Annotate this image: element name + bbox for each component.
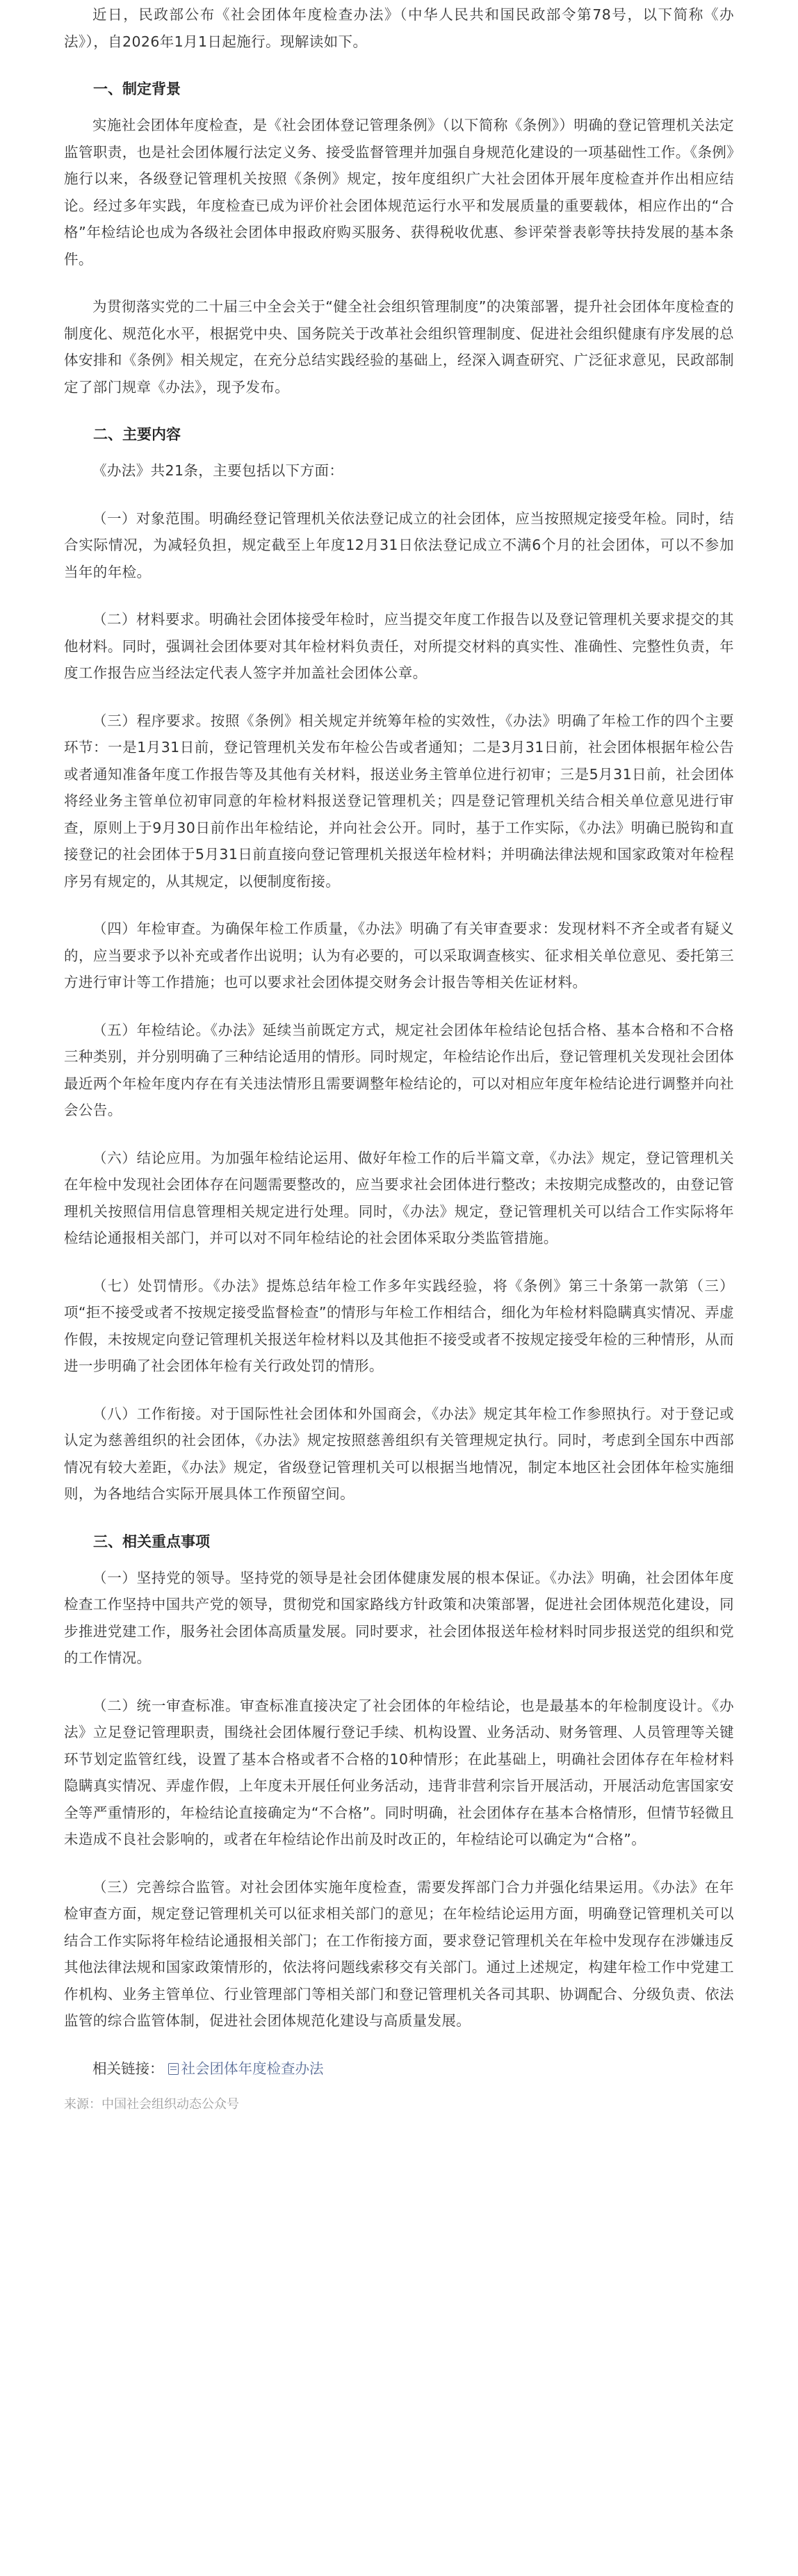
section-key-matters [64, 1529, 734, 2035]
section-heading: 二、主要内容 [93, 426, 181, 443]
paragraph: （六）结论应用。为加强年检结论运用、做好年检工作的后半篇文章，《办法》规定，登记管理机关在年检中发现社会团体存在问题需要整改的，应当要求社会团体进行整改；未按期完成整改的，由登记管理机关按照信用信息管理相关规定进行处理。同时，《办法》规定，登记管理机关可以结合工作实际将年检结论通报相关部门，并可以对不同年检结论的社会团体采取分类监管措施。 [64, 1149, 734, 1246]
paragraph: （七）处罚情形。《办法》提炼总结年检工作多年实践经验，将《条例》第三十条第一款第（三）项“拒不接受或者不按规定接受监督检查”的情形与年检工作相结合，细化为年检材料隐瞒真实情况、弄虚作假，未按规定向登记管理机关报送年检材料以及其他拒不接受或者不按规定接受年检的三种情形，从而进一步明确了社会团体年检有关行政处罚的情形。 [64, 1277, 734, 1374]
paragraph: 《办法》共21条，主要包括以下方面： [92, 462, 344, 479]
section-main-content [64, 421, 734, 1508]
intro-paragraph: 近日，民政部公布《社会团体年度检查办法》（中华人民共和国民政部令第78号，以下简称《办法》），自2026年1月1日起施行。现解读如下。 [64, 6, 734, 50]
document-link-icon[interactable] [168, 2063, 179, 2075]
paragraph: （八）工作衔接。对于国际性社会团体和外国商会，《办法》规定其年检工作参照执行。对于登记或认定为慈善组织的社会团体，《办法》规定按照慈善组织有关管理规定执行。同时，考虑到全国东中西部情况有较大差距，《办法》规定，省级登记管理机关可以根据当地情况，制定本地区社会团体年检实施细则，为各地结合实际开展具体工作预留空间。 [64, 1405, 734, 1502]
related-link[interactable]: 社会团体年度检查办法 [181, 2060, 324, 2077]
paragraph: （一）对象范围。明确经登记管理机关依法登记成立的社会团体，应当按照规定接受年检。同时，结合实际情况，为减轻负担，规定截至上年度12月31日依法登记成立不满6个月的社会团体，可以不参加当年的年检。 [64, 510, 734, 580]
related-label: 相关链接： [92, 2060, 164, 2077]
section-heading: 三、相关重点事项 [93, 1533, 210, 1550]
paragraph: （二）材料要求。明确社会团体接受年检时，应当提交年度工作报告以及登记管理机关要求提交的其他材料。同时，强调社会团体要对其年检材料负责任，对所提交材料的真实性、准确性、完整性负责，年度工作报告应当经法定代表人签字并加盖社会团体公章。 [64, 611, 734, 681]
paragraph: （四）年检审查。为确保年检工作质量，《办法》明确了有关审查要求：发现材料不齐全或者有疑义的，应当要求予以补充或者作出说明；认为有必要的，可以采取调查核实、征求相关单位意见、委托第三方进行审计等工作措施；也可以要求社会团体提交财务会计报告等相关佐证材料。 [64, 920, 734, 991]
paragraph: （一）坚持党的领导。坚持党的领导是社会团体健康发展的根本保证。《办法》明确，社会团体年度检查工作坚持中国共产党的领导，贯彻党和国家路线方针政策和决策部署，促进社会团体规范化建设，同步推进党建工作，服务社会团体高质量发展。同时要求，社会团体报送年检材料时同步报送党的组织和党的工作情况。 [64, 1569, 734, 1666]
paragraph: （二）统一审查标准。审查标准直接决定了社会团体的年检结论，也是最基本的年检制度设计。《办法》立足登记管理职责，围绕社会团体履行登记手续、机构设置、业务活动、财务管理、人员管理等关键环节划定监管红线，设置了基本合格或者不合格的10种情形；在此基础上，明确社会团体存在年检材料隐瞒真实情况、弄虚作假，上年度未开展任何业务活动，违背非营利宗旨开展活动，开展活动危害国家安全等严重情形的，年检结论直接确定为“不合格”。同时明确，社会团体存在基本合格情形，但情节轻微且未造成不良社会影响的，或者在年检结论作出前及时改正的，年检结论可以确定为“合格”。 [64, 1697, 734, 1848]
paragraph: 为贯彻落实党的二十届三中全会关于“健全社会组织管理制度”的决策部署，提升社会团体年度检查的制度化、规范化水平，根据党中央、国务院关于改革社会组织管理制度、促进社会组织健康有序发展的总体安排和《条例》相关规定，在充分总结实践经验的基础上，经深入调查研究、广泛征求意见，民政部制定了部门规章《办法》，现予发布。 [64, 298, 734, 396]
section-heading: 一、制定背景 [93, 81, 181, 97]
section-background [64, 76, 734, 400]
paragraph: 实施社会团体年度检查，是《社会团体登记管理条例》（以下简称《条例》）明确的登记管理机关法定监管职责，也是社会团体履行法定义务、接受监督管理并加强自身规范化建设的一项基础性工作。《条例》施行以来，各级登记管理机关按照《条例》规定，按年度组织广大社会团体开展年度检查并作出相应结论。经过多年实践，年度检查已成为评价社会团体规范运行水平和发展质量的重要载体，相应作出的“合格”年检结论也成为各级社会团体申报政府购买服务、获得税收优惠、参评荣誉表彰等扶持发展的基本条件。 [64, 117, 734, 268]
paragraph: （五）年检结论。《办法》延续当前既定方式，规定社会团体年检结论包括合格、基本合格和不合格三种类别，并分别明确了三种结论适用的情形。同时规定，年检结论作出后，登记管理机关发现社会团体最近两个年检年度内存在有关违法情形且需要调整年检结论的，可以对相应年度年检结论进行调整并向社会公告。 [64, 1021, 734, 1118]
paragraph: （三）程序要求。按照《条例》相关规定并统筹年检的实效性，《办法》明确了年检工作的四个主要环节：一是1月31日前，登记管理机关发布年检公告或者通知；二是3月31日前，社会团体根据年检公告或者通知准备年度工作报告等及其他有关材料，报送业务主管单位进行初审；三是5月31日前，社会团体将经业务主管单位初审同意的年检材料报送登记管理机关；四是登记管理机关结合相关单位意见进行审查，原则上于9月30日前作出年检结论，并向社会公开。同时，基于工作实际，《办法》明确已脱钩和直接登记的社会团体于5月31日前直接向登记管理机关报送年检材料；并明确法律法规和国家政策对年检程序另有规定的，从其规定，以便制度衔接。 [64, 712, 734, 890]
source-attribution: 来源：中国社会组织动态公众号 [64, 2096, 239, 2112]
related-links [64, 2055, 734, 2082]
paragraph: （三）完善综合监管。对社会团体实施年度检查，需要发挥部门合力并强化结果运用。《办法》在年检审查方面，规定登记管理机关可以征求相关部门的意见；在年检结论运用方面，明确登记管理机关可以结合工作实际将年检结论通报相关部门；在工作衔接方面，要求登记管理机关在年检中发现存在涉嫌违反其他法律法规和国家政策情形的，依法将问题线索移交有关部门。通过上述规定，构建年检工作中党建工作机构、业务主管单位、行业管理部门等相关部门和登记管理机关各司其职、协调配合、分级负责、依法监管的综合监管体制，促进社会团体规范化建设与高质量发展。 [64, 1878, 734, 2029]
